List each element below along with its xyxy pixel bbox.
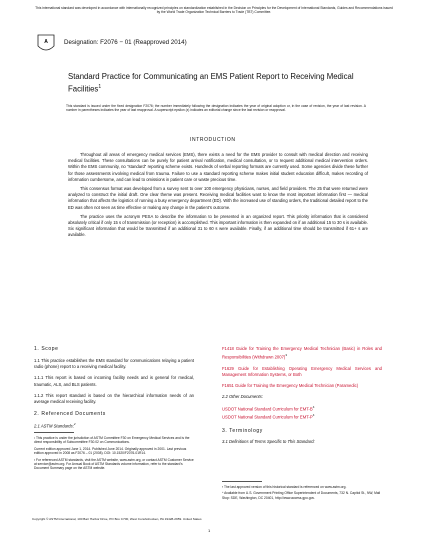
svg-text:A: A [44,39,48,45]
copyright-footer: Copyright © ASTM International, 100 Barr Harbor Drive, PO Box C700, West Conshohocken, PA 19428-2959. United States [32,517,202,521]
introduction [68,152,368,239]
left-footnotes [34,436,194,471]
footnote-3: ³ The last approved version of this historical standard is referenced on www.astm.org. [222,485,347,489]
ref-f1629 [222,366,382,378]
ref-f1651-id: F1651 [222,383,234,389]
astm-standards-footnote-mark: 2 [73,422,76,427]
ref-usdot-emt-b-id: USDOT [222,406,237,411]
other-documents-heading: 2.2 Other Documents: [222,394,263,400]
intro-paragraph-1: Throughout all areas of emergency medical services (EMS), there exists a need for the EMS provider to consult with medical direction and receiving medical facilities. These consultations can be purely for patient arrival notification, medical consultation, or to request additional medical intervention orders. Within the EMS community, no “standard” reporting scheme exists. Hundreds of verbal reporting formats are currently used. Some agencies divide these further for those assessments involving medical from trauma. Failure to use a standard reporting scheme makes initial student education difficult, makes recording of information cumbersome, and can lead to omissions in patient care or waste precious time. [68,152,368,182]
ref-f1418-title: Guide for Training the Emergency Medical Technician (Basic) in Roles and Responsibilities (Withdrawn 2007) [222,346,382,360]
intro-paragraph-3: The practice uses the acronym PESA to describe the information to be presented in an organized report. This priority information that is considered absolutely critical if only 15 s of transmission (or reception) is accomplished. This important information is then expanded on if an additional 15 to 30 s is available. Six significant information that would be transmitted if an additional 31 to 60 s were available. Finally, if an additional time should be transmitted if 61+ s are available. [68,213,368,238]
footnote-1: ¹ This practice is under the jurisdiction of ASTM Committee F30 on Emergency Medical Services and is the direct responsibility of Subcommittee F30.02 on Communications. [34,436,190,445]
standard-note: This standard is issued under the fixed designation F2076; the number immediately following the designation indicates the year of original adoption or, in the case of revision, the year of last revision. A number in parentheses indicates the year of last reapproval. A superscript epsilon (ε) indicates an editorial change since the last revision or reapproval. [66,104,366,113]
scope-item-1-1: 1.1 This practice establishes the EMS standard for communications relaying a patient radio (phone) report to a receiving medical facility. [34,358,194,370]
ref-f1418-id: F1418 [222,346,234,351]
astm-standards-item [34,421,194,430]
ref-f1418 [222,346,382,361]
title-footnote-mark: 1 [98,84,102,91]
header-note: This international standard was developed in accordance with internationally recognized principles on standardization established in the Decision on Principles for the Development of International Standards, Guides and Recommendations issued by the World Trade Organization Technical Barriers to Trade (TBT) Committee. [35,6,393,15]
footnote-2: ² For referenced ASTM standards, visit the ASTM website, www.astm.org, or contact ASTM Customer Service at service@astm.org. For Annual Book of ASTM Standards volume information, refer to the standard’s Document Summary page on the ASTM website. [34,457,194,471]
ref-f1651-title: Guide for Training the Emergency Medical Technician (Paramedic) [235,383,359,389]
terminology-item: 3.1 Definitions of Terms Specific to This Standard: [222,438,315,444]
ref-usdot-emt-p [222,412,382,421]
scope-item-1-1-2: 1.1.2 This report standard is based on the hierarchical information needs of an average medical receiving facility. [34,392,194,405]
scope-item-1-1-1: 1.1.1 This report is based on incoming facility needs and is general for medical, traumatic, ALS, and BLS patients. [34,375,194,387]
right-footnotes [222,485,382,500]
intro-heading: INTRODUCTION [190,137,236,143]
astm-logo [37,34,55,54]
terminology-heading: 3. Terminology [222,427,263,434]
page-number: 1 [208,528,211,533]
ref-f1651-link[interactable] [222,383,358,388]
ref-f1629-id: F1629 [222,365,234,371]
ref-f1651 [222,383,382,389]
intro-paragraph-2: This consensus format was developed from a survey sent to over 100 emergency physicians, nurses, and field providers. The 25 that were returned were analyzed to construct the initial draft. One clear theme was present. Receiving medical facilities want to know the most important information first — medical information that affects the logistics of running a busy emergency department (ED). With the increased use of standing orders, the traditional detailed report to the ED was often not seen as time effective or making any change in the patient’s outcome. [68,186,368,210]
ref-usdot-emt-p-footnote-mark: 4 [312,413,315,418]
ref-usdot-emt-b-footnote-mark: 4 [312,404,315,409]
title-text: Standard Practice for Communicating an EMS Patient Report to Receiving Medical Facilities [68,72,354,94]
ref-usdot-emt-p-link[interactable] [222,415,313,420]
ref-usdot-emt-b-link[interactable] [222,406,313,411]
page-title [68,72,388,95]
ref-usdot-emt-p-title: National Standard Curriculum for EMT-P [237,414,313,420]
left-footnote-divider [34,432,74,433]
footnote-1-edition: Current edition approved June 1, 2014. Published June 2014. Originally approved in 2001. Last previous edition approved in 2008 as F2076 – 01 (2008). DOI: 10.1520/F2076-01R14. [34,446,187,456]
left-column [34,346,194,430]
astm-standards-label: 2.1 ASTM Standards: [34,423,74,429]
footnote-4: ⁴ Available from U.S. Government Printing Office Superintendent of Documents, 732 N. Capitol St., NW, Mail Stop: SDE, Washington, DC 20401, http://www.access.gpo.gov. [222,491,381,500]
right-footnote-divider [222,481,262,482]
designation: Designation: F2076 − 01 (Reapproved 2014) [64,39,187,46]
ref-f1629-link[interactable] [222,366,382,377]
ref-usdot-emt-b [222,404,382,413]
ref-f1629-title: Guide for Establishing Operating Emergency Medical Services and Management Information Systems, or Both [222,365,382,377]
ref-f1418-link[interactable] [222,346,382,360]
ref-usdot-emt-p-id: USDOT [222,414,237,420]
ref-f1418-footnote-mark: 3 [285,353,287,358]
referenced-documents-heading: 2. Referenced Documents [34,411,106,418]
right-column [222,346,382,445]
ref-usdot-emt-b-title: National Standard Curriculum for EMT-B [237,406,313,411]
scope-heading: 1. Scope [34,346,59,352]
